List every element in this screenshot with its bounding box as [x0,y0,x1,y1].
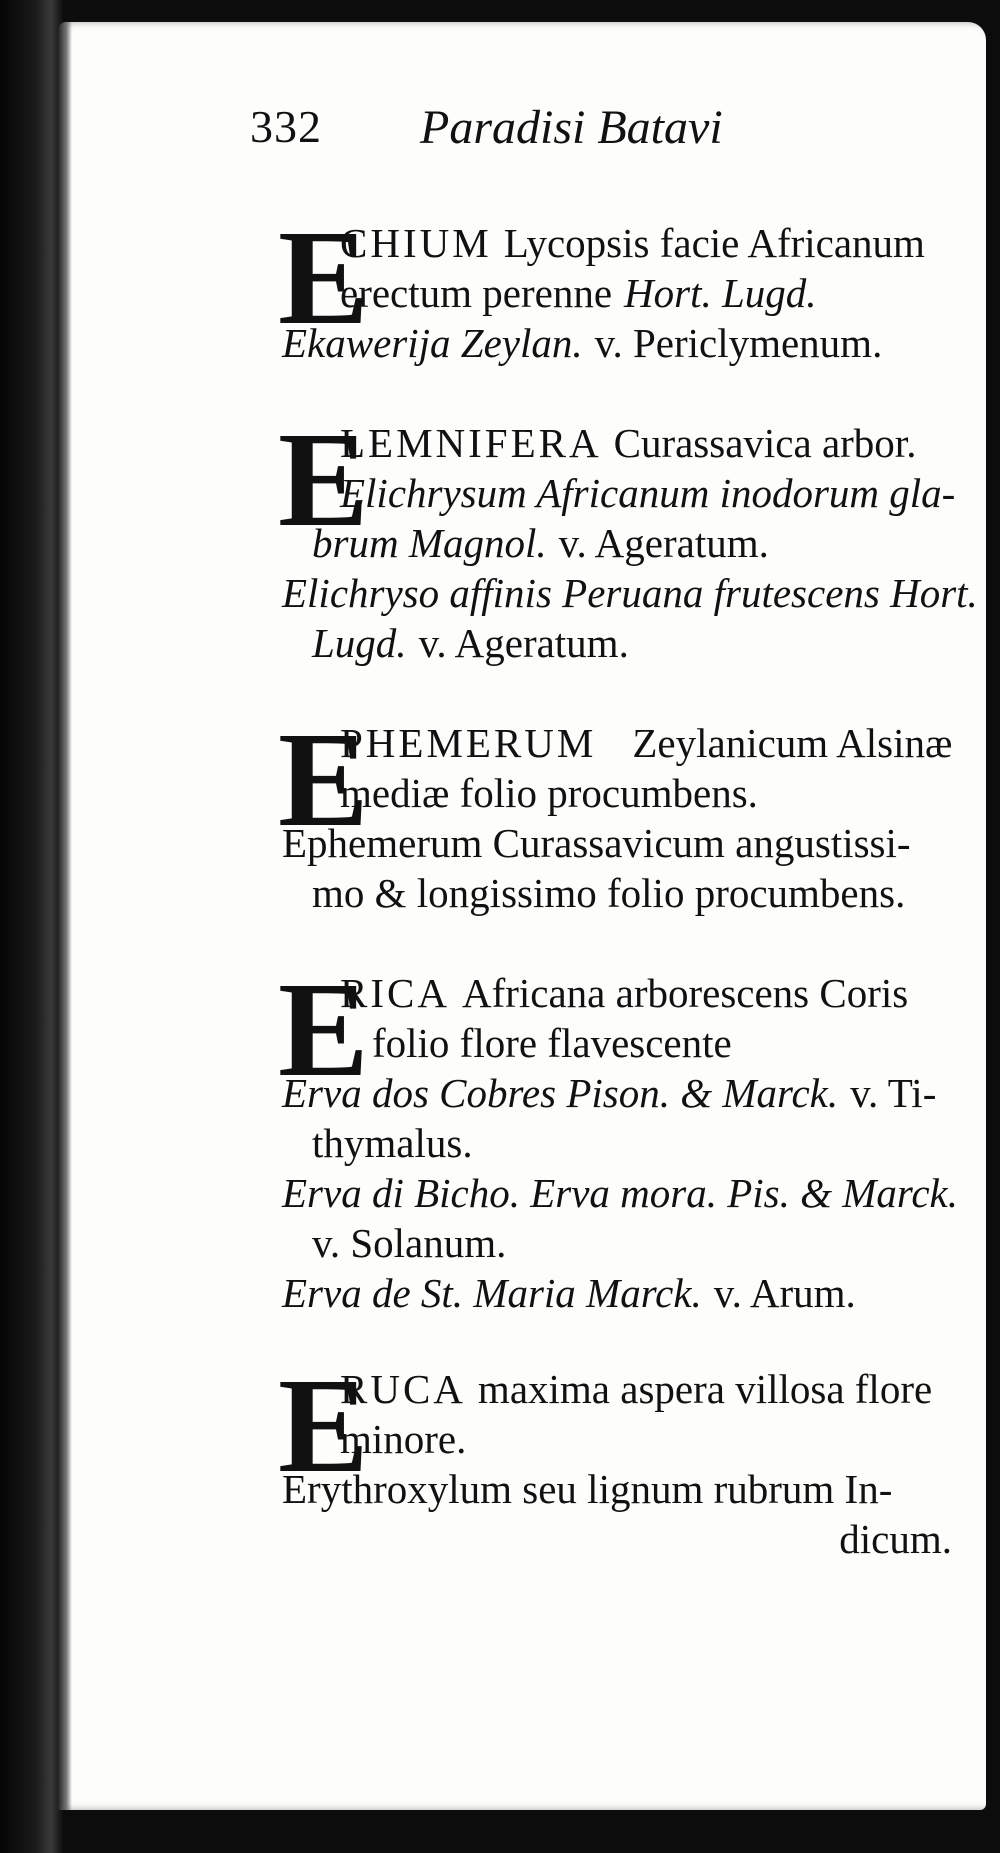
entry-reference: v. Ageratum. [558,520,769,566]
entry-erica-line1 [340,968,908,1018]
entry-text: Curassavica arbor. [613,420,917,466]
entry-ekawerija [282,318,882,368]
entry-ephemerum-line2 [340,768,758,818]
entry-headword: Erva dos Cobres Pison. & Marck. [282,1070,839,1116]
entry-eruca-line1 [340,1364,932,1414]
drop-cap-initial: E [278,405,369,555]
entry-text: Zeylanicum Alsinæ [632,720,953,766]
entry-headword: LEMNIFERA [340,420,602,466]
entry-text: Ephemerum Curassavicum angustissi- [282,820,911,866]
entry-elichryso-line1 [282,568,978,618]
entry-elemnifera-line2 [340,468,955,518]
entry-text: brum Magnol. [312,520,547,566]
entry-text: erectum perenne [340,270,613,316]
entry-text: dicum. [839,1516,952,1562]
entry-erva-cobres-line1 [282,1068,936,1118]
entry-text: minore. [340,1416,467,1462]
entry-text: maxima aspera villosa flore [477,1366,933,1412]
entry-text: Elichrysum Africanum inodorum gla- [340,470,956,516]
entry-text: mo & longissimo folio procumbens. [312,870,906,916]
entry-ephemerum-line3 [282,818,911,868]
entry-erva-bicho-line2 [312,1218,506,1268]
entry-reference: v. Solanum. [312,1220,507,1266]
entry-echium-line2 [340,268,817,318]
entry-headword: Erva de St. Maria Marck. [282,1270,702,1316]
drop-cap-initial: E [278,705,369,855]
entry-reference: v. Arum. [713,1270,856,1316]
entry-text: Africana arborescens Coris [461,970,909,1016]
entry-headword: Erythroxylum seu lignum rubrum In- [282,1466,893,1512]
entry-headword: Erva di Bicho. Erva mora. Pis. & Marck. [282,1170,958,1216]
entry-erva-cobres-line2 [312,1118,473,1168]
entry-headword: Ekawerija Zeylan. [282,320,583,366]
entry-elichryso-line2 [312,618,629,668]
running-title: Paradisi Batavi [420,101,723,154]
entry-reference: v. Ageratum. [418,620,629,666]
entry-text: mediæ folio procumbens. [340,770,758,816]
entry-elemnifera-line3 [312,518,769,568]
entry-text: folio flore flavescente [372,1020,732,1066]
entry-elemnifera-line1 [340,418,916,468]
entry-erythroxylum-line2 [839,1514,952,1564]
entry-headword: CHIUM [340,220,492,266]
entry-eruca-line2 [340,1414,466,1464]
entry-reference: thymalus. [312,1120,473,1166]
entry-reference: v. Periclymenum. [594,320,883,366]
drop-cap-initial: E [278,1351,369,1501]
entry-erica-line2 [372,1018,732,1068]
entry-headword: PHEMERUM [340,720,597,766]
entry-source: Lugd. [312,620,407,666]
entry-ephemerum-line4 [312,868,905,918]
entry-source: Hort. Lugd. [624,270,817,316]
entry-reference: v. Ti- [850,1070,937,1116]
page-number: 332 [250,101,322,152]
entry-erva-bicho-line1 [282,1168,958,1218]
entry-echium-line1 [340,218,925,268]
entry-ephemerum-line1 [340,718,952,768]
entry-text: Lycopsis facie Africanum [503,220,925,266]
entry-erythroxylum-line1 [282,1464,892,1514]
drop-cap-initial: E [278,955,369,1105]
entry-headword: RUCA [340,1366,466,1412]
entry-headword: RICA [340,970,450,1016]
entry-headword: Elichryso affinis Peruana frutescens Hort. [282,570,978,616]
drop-cap-initial: E [278,203,369,353]
entry-erva-maria [282,1268,856,1318]
